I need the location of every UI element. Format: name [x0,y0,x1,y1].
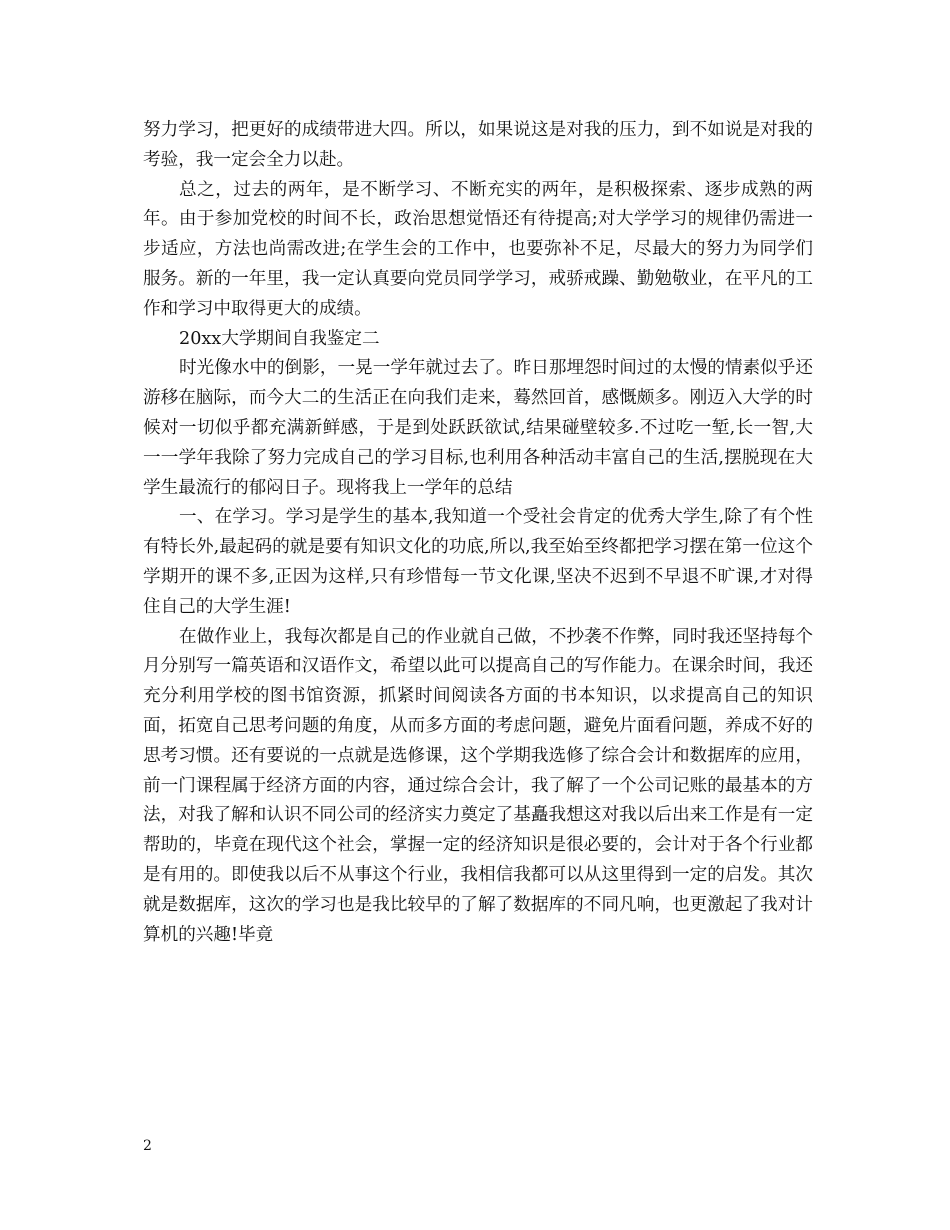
paragraph-study: 一、在学习。学习是学生的基本,我知道一个受社会肯定的优秀大学生,除了有个性有特长外,最起码的就是要有知识文化的功底,所以,我至始至终都把学习摆在第一位这个学期开的课不多,正因为这样,只有珍惜每一节文化课,坚决不迟到不早退不旷课,才对得住自己的大学生涯! [143,507,813,617]
page-number: 2 [143,1138,152,1154]
paragraph-summary: 总之，过去的两年，是不断学习、不断充实的两年，是积极探索、逐步成熟的两年。由于参加党校的时间不长，政治思想觉悟还有待提高;对大学学习的规律仍需进一步适应，方法也尚需改进;在学生会的工作中，也要弥补不足，尽最大的努力为同学们服务。新的一年里，我一定认真要向党员同学学习，戒骄戒躁、勤勉敬业，在平凡的工作和学习中取得更大的成绩。 [143,179,813,319]
paragraph-intro: 时光像水中的倒影，一晃一学年就过去了。昨日那埋怨时间过的太慢的情素似乎还游移在脑际，而今大二的生活正在向我们走来，蓦然回首，感慨颇多。刚迈入大学的时候对一切似乎都充满新鲜感，于是到处跃跃欲试,结果碰壁较多.不过吃一堑,长一智,大一一学年我除了努力完成自己的学习目标,也利用各种活动丰富自己的生活,摆脱现在大学生最流行的郁闷日子。现将我上一学年的总结 [143,358,813,498]
paragraph-homework: 在做作业上，我每次都是自己的作业就自己做，不抄袭不作弊，同时我还坚持每个月分别写一篇英语和汉语作文，希望以此可以提高自己的写作能力。在课余时间，我还充分利用学校的图书馆资源，抓紧时间阅读各方面的书本知识，以求提高自己的知识面，拓宽自己思考问题的角度，从而多方面的考虑问题，避免片面看问题，养成不好的思考习惯。还有要说的一点就是选修课，这个学期我选修了综合会计和数据库的应用，前一门课程属于经济方面的内容，通过综合会计，我了解了一个公司记账的最基本的方法，对我了解和认识不同公司的经济实力奠定了基矗我想这对我以后出来工作是有一定帮助的，毕竟在现代这个社会，掌握一定的经济知识是很必要的，会计对于各个行业都是有用的。即使我以后不从事这个行业，我相信我都可以从这里得到一定的启发。其次就是数据库，这次的学习也是我比较早的了解了数据库的不同凡响，也更激起了我对计算机的兴趣!毕竟 [143,626,813,945]
paragraph-continuation: 努力学习，把更好的成绩带进大四。所以，如果说这是对我的压力，到不如说是对我的考验，我一定会全力以赴。 [143,120,813,170]
document-body [143,116,813,950]
section-heading: 20xx大学期间自我鉴定二 [179,328,380,349]
